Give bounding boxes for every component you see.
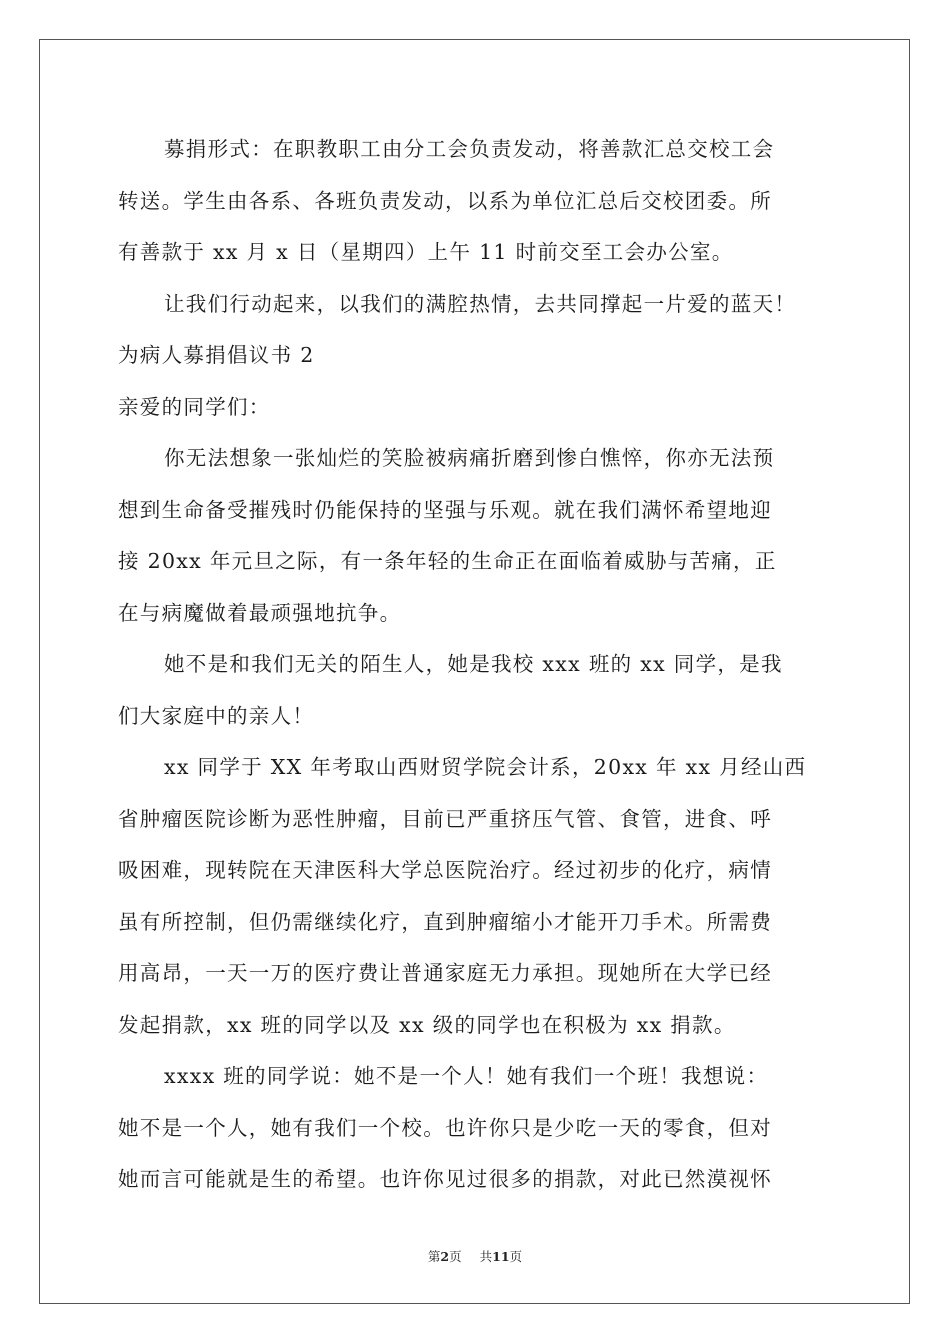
footer-current-page: 2: [440, 1249, 450, 1264]
footer-page-prefix: 第: [427, 1249, 441, 1264]
page-footer: [0, 1248, 950, 1266]
footer-total-prefix: 共: [479, 1249, 493, 1264]
text-line: 接 20xx 年元旦之际，有一条年轻的生命正在面临着威胁与苦痛，正: [118, 549, 777, 573]
footer-total-unit: 页: [509, 1249, 523, 1264]
text-line: 有善款于 xx 月 x 日（星期四）上午 11 时前交至工会办公室。: [118, 240, 734, 264]
text-line: 省肿瘤医院诊断为恶性肿瘤，目前已严重挤压气管、食管，进食、呼: [118, 806, 772, 831]
text-line: 虽有所控制，但仍需继续化疗，直到肿瘤缩小才能开刀手术。所需费: [118, 909, 772, 934]
text-line: 她不是和我们无关的陌生人，她是我校 xxx 班的 xx 同学，是我: [164, 652, 783, 676]
text-line: 为病人募捐倡议书 2: [118, 343, 315, 367]
text-line: 亲爱的同学们：: [118, 394, 271, 419]
text-line: xx 同学于 XX 年考取山西财贸学院会计系，20xx 年 xx 月经山西: [164, 755, 807, 779]
text-line: xxxx 班的同学说：她不是一个人！她有我们一个班！我想说：: [164, 1064, 769, 1088]
text-line: 她不是一个人，她有我们一个校。也许你只是少吃一天的零食，但对: [118, 1115, 772, 1140]
text-line: 吸困难，现转院在天津医科大学总医院治疗。经过初步的化疗，病情: [118, 858, 772, 882]
footer-total-pages: 11: [492, 1249, 510, 1264]
text-line: 募捐形式：在职教职工由分工会负责发动，将善款汇总交校工会: [164, 137, 775, 161]
text-line: 在与病魔做着最顽强地抗争。: [118, 600, 402, 625]
text-line: 让我们行动起来，以我们的满腔热情，去共同撑起一片爱的蓝天！: [164, 291, 797, 316]
text-line: 用高昂，一天一万的医疗费让普通家庭无力承担。现她所在大学已经: [118, 961, 772, 985]
text-line: 你无法想象一张灿烂的笑脸被病痛折磨到惨白憔悴，你亦无法预: [164, 446, 775, 470]
text-line: 发起捐款，xx 班的同学以及 xx 级的同学也在积极为 xx 捐款。: [118, 1012, 736, 1037]
text-line: 们大家庭中的亲人！: [118, 703, 315, 728]
text-line: 想到生命备受摧残时仍能保持的坚强与乐观。就在我们满怀希望地迎: [118, 497, 772, 522]
text-line: 转送。学生由各系、各班负责发动，以系为单位汇总后交校团委。所: [118, 188, 772, 213]
document-body: [118, 124, 838, 1206]
footer-page-unit: 页: [449, 1249, 462, 1264]
text-line: 她而言可能就是生的希望。也许你见过很多的捐款，对此已然漠视怀: [118, 1167, 772, 1191]
